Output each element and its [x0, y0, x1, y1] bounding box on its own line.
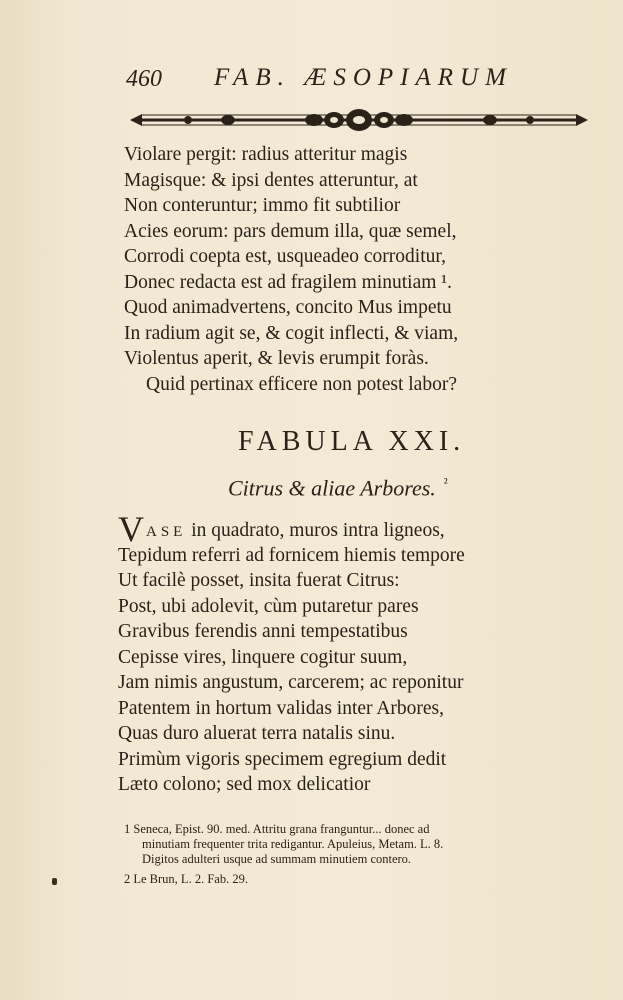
decorative-rule-ornament [128, 108, 590, 132]
running-title: FAB. ÆSOPIARUM [214, 64, 513, 91]
footnote-2: 2 Le Brun, L. 2. Fab. 29. [124, 872, 248, 886]
page-header [126, 62, 526, 96]
fable-line: Læto colono; sed mox delicatior [118, 774, 371, 795]
verse-line: Violentus aperit, & levis erumpit foràs. [124, 348, 429, 369]
fable-line: Gravibus ferendis anni tempestatibus [118, 621, 408, 642]
fable-heading: FABULA XXI. [238, 426, 466, 457]
fable-line: Tepidum referri ad fornicem hiemis tempore [118, 544, 465, 566]
verse-line: Donec redacta est ad fragilem minutiam ¹. [124, 271, 453, 293]
first-word-smallcaps: ASE [146, 524, 187, 540]
verse-line: In radium agit se, & cogit inflecti, & viam, [124, 322, 459, 344]
fable-line: Primùm vigoris specimem egregium dedit [118, 748, 447, 770]
fable-line: Cepisse vires, linquere cogitur suum, [118, 646, 408, 668]
verse-line: Quod animadvertens, concito Mus impetu [124, 297, 452, 318]
verse-line: Non conteruntur; immo fit subtilior [124, 195, 401, 216]
footnote-1-cont: Digitos adulteri usque ad summam minutiem contero. [142, 852, 412, 866]
margin-ink-mark [52, 878, 57, 885]
fable-line: Patentem in hortum validas inter Arbores, [118, 697, 445, 719]
verse-line: Acies eorum: pars demum illa, quæ semel, [124, 220, 457, 242]
footnote-1-cont: minutiam frequenter trita redigantur. Apuleius, Metam. L. 8. [142, 837, 444, 851]
verse-line: Magisque: & ipsi dentes atteruntur, at [124, 169, 418, 191]
drop-cap: V [118, 509, 144, 549]
fable-line: Ut facilè posset, insita fuerat Citrus: [118, 570, 400, 591]
verse-continuation [124, 142, 544, 397]
page-number: 460 [126, 66, 162, 92]
verse-line-moral: Quid pertinax efficere non potest labor? [146, 373, 457, 395]
fable-line: Jam nimis angustum, carcerem; ac reponitur [118, 672, 464, 693]
footnotes [124, 822, 604, 887]
fable-subtitle-text: Citrus & aliae Arbores. [228, 475, 436, 501]
verse-line: Violare pergit: radius atteritur magis [124, 144, 408, 165]
first-line-rest: in quadrato, muros intra ligneos, [186, 520, 445, 541]
footnote-1: 1 Seneca, Epist. 90. med. Attritu grana franguntur... donec ad [124, 822, 430, 836]
fable-first-line [118, 509, 548, 549]
fable-subtitle [228, 475, 448, 501]
fable-line: Quas duro aluerat terra natalis sinu. [118, 723, 396, 744]
fable-line: Post, ubi adolevit, cùm putaretur pares [118, 595, 419, 617]
fable-text [118, 509, 548, 798]
footnote-marker: ² [443, 475, 448, 490]
verse-line: Corrodi coepta est, usqueadeo corroditur, [124, 246, 446, 267]
